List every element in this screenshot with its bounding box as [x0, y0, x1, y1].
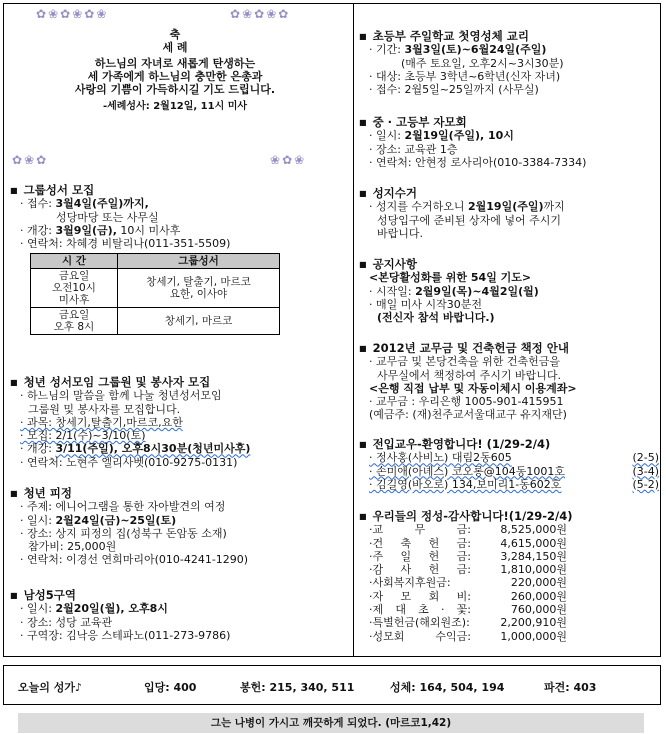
offering-label-part: 수익금:	[435, 629, 471, 643]
welcome-person	[359, 465, 659, 478]
palm-collection-section	[359, 187, 659, 240]
welcome-person-area: (2-5)	[632, 451, 659, 465]
first-communion-section	[359, 30, 659, 96]
welcome-person	[359, 451, 659, 464]
flower-ornament-bottom-left: ✿ ❀ ✿	[12, 153, 47, 167]
hymn-entrance: 입당: 400	[144, 681, 197, 694]
row2-time-1: 금요일	[58, 309, 90, 322]
offering-label	[369, 576, 471, 589]
scripture-verse: 그는 나병이 가시고 깨끗하게 되었다. (마르코1,42)	[18, 713, 644, 733]
communion-line-1-label: · 기간:	[369, 43, 405, 57]
offering-row	[359, 603, 659, 616]
offering-row	[359, 550, 659, 563]
table-header-group: 그룹성서	[118, 254, 280, 269]
group-study-reg2: 성당마당 또는 사무실	[56, 210, 159, 224]
notice-title: ■ 공지사항	[359, 258, 659, 271]
offering-label-part: ·자	[369, 589, 384, 603]
men-line-2: · 장소: 성당 교육관	[20, 615, 113, 629]
group-study-title: ■ 그룹성서 모집	[10, 184, 345, 197]
youth-line-5: 3/11(주일), 오후8시30분(청년미사후)	[55, 442, 251, 456]
parents-line-3: · 연락처: 안현정 로사리아(010-3384-7334)	[369, 155, 587, 169]
men-line-1: 2월20일(월), 오후8시	[55, 602, 168, 616]
row2-time-2: 오후 8시	[53, 321, 95, 334]
offering-value: 220,000원	[510, 576, 567, 590]
retreat-line-1: · 주제: 에니어그램을 통한 자아발견의 여정	[20, 500, 226, 514]
offering-label-part: 무	[414, 523, 426, 537]
baptism-line-1: 하느님의 자녀로 새롭게 탄생하는	[94, 56, 256, 70]
offering-label-part: 일	[400, 549, 412, 563]
offering-row	[359, 630, 659, 643]
retreat-line-2-label: · 일시:	[20, 513, 56, 527]
retreat-line-2: 2월24일(금)~25일(토)	[55, 513, 177, 527]
hymn-offertory: 봉헌: 215, 340, 511	[240, 681, 355, 694]
offering-label-part: 축	[400, 536, 412, 550]
youth-retreat-title: ■ 청년 피정	[10, 487, 350, 500]
row1-time-2: 오전10시	[52, 282, 96, 295]
fund-section	[359, 342, 659, 422]
offering-label-part: ·성모회	[369, 629, 405, 643]
welcome-person-area: (5-2)	[632, 477, 659, 491]
table-header-time: 시 간	[31, 254, 118, 269]
offering-value: 1,810,000원	[500, 563, 567, 577]
men-line-1-label: · 일시:	[20, 602, 56, 616]
group-study-reg1: 3월4일(주일)까지,	[55, 197, 149, 211]
notice-line-3: · 매일 미사 시작30분전	[369, 297, 482, 311]
offering-label-part: ·교	[369, 523, 384, 537]
table-row	[31, 308, 280, 335]
offering-label-part: 초	[418, 603, 429, 617]
mens-district-section	[10, 589, 350, 642]
notice-line-4: (전신자 참석 바랍니다.)	[377, 311, 495, 325]
offering-label-part: ·특별헌금(해외원조):	[369, 616, 470, 630]
parents-title: ■ 중 · 고등부 자모회	[359, 116, 659, 129]
offering-label-part: 금:	[456, 549, 471, 563]
offering-label-part: 꽃:	[456, 603, 471, 617]
fund-line-3: <은행 직접 납부 및 자동이체시 이용계좌>	[369, 381, 577, 395]
offering-label-part: ·주	[369, 549, 384, 563]
offering-label-part: 헌	[428, 549, 440, 563]
communion-line-2: (매주 토요일, 오후2시~3시30분)	[401, 56, 564, 70]
fund-line-4: · 교무금 : 우리은행 1005-901-415951	[369, 395, 564, 409]
group-study-open-rest: 10시 미사후	[116, 223, 181, 237]
baptism-title-2: 세 례	[162, 41, 188, 55]
retreat-line-3: · 장소: 상지 피정의 집(성북구 돈암동 소재)	[20, 526, 227, 540]
communion-line-3: · 대상: 초등부 3학년~6학년(신자 자녀)	[369, 69, 561, 83]
baptism-mass: -세례성사: 2월12일, 11시 미사	[102, 101, 248, 113]
youth-line-1: · 하느님의 말씀을 함께 나눌 청년성서모임	[20, 389, 222, 403]
welcome-section	[359, 438, 659, 491]
palm-collection-title: ■ 성지수거	[359, 187, 659, 200]
offering-row	[359, 616, 659, 629]
flower-ornament-top-left: ✿ ❀ ✿ ❀ ✿ ❀	[36, 7, 107, 21]
notice-line-2: 2월9일(목)~4월2일(월)	[415, 284, 539, 298]
men-line-3: · 구역장: 김낙응 스테파노(011-273-9786)	[20, 628, 231, 642]
offering-section	[359, 510, 659, 643]
hymn-label: 오늘의 성가♪	[18, 681, 82, 694]
youth-study-section	[10, 376, 350, 469]
retreat-line-5: · 연락처: 이경선 연희마리아(010-4241-1290)	[20, 553, 249, 567]
offering-value: 2,200,910원	[500, 616, 567, 630]
offering-row	[359, 537, 659, 550]
youth-study-title: ■ 청년 성서모임 그룹원 및 봉사자 모집	[10, 376, 350, 389]
welcome-person-name: · 김길영(바오로) 134,보미리1-동602호	[369, 477, 562, 491]
group-study-contact: · 연락처: 차혜경 비탈리나(011-351-5509)	[20, 237, 231, 251]
flower-ornament-bottom-right: ❀ ✿ ❀	[270, 153, 305, 167]
offering-label	[369, 603, 471, 616]
table-row	[31, 269, 280, 308]
group-study-open-date: 3월9일(금),	[55, 223, 117, 237]
parents-section	[359, 116, 659, 169]
offering-label	[369, 550, 471, 563]
baptism-announcement	[10, 28, 340, 114]
hymn-dismissal: 파견: 403	[544, 681, 597, 694]
offering-value: 1,000,000원	[500, 629, 567, 643]
offering-label-part: ·건	[369, 536, 384, 550]
offering-label-part: 금:	[456, 536, 471, 550]
offering-row	[359, 563, 659, 576]
first-communion-title: ■ 초등부 주일학교 첫영성체 교리	[359, 30, 659, 43]
offering-label	[369, 537, 471, 550]
notice-line-2-label: · 시작일:	[369, 284, 416, 298]
palm-line-1c: 까지	[543, 200, 565, 214]
offering-value: 3,284,150원	[500, 549, 567, 563]
offering-label-part: 회	[428, 589, 440, 603]
offering-label-part: 대	[395, 603, 406, 617]
row1-group-2: 요한, 이사야	[169, 288, 228, 301]
palm-line-2: 성당입구에 준비된 상자에 넣어 주시기	[377, 213, 562, 227]
offering-label-part: 헌	[428, 536, 440, 550]
offering-value: 260,000원	[510, 589, 567, 603]
group-study-table	[30, 253, 280, 335]
offering-row	[359, 523, 659, 536]
fund-line-2: 사무실에서 책정하여 주시기 바랍니다.	[377, 368, 562, 382]
youth-line-3: · 과목: 창세기,탈출기,마르코,요한	[20, 415, 183, 429]
column-divider	[353, 4, 354, 656]
youth-line-5-label: · 개강:	[20, 442, 56, 456]
bulletin-frame	[3, 3, 661, 657]
welcome-person-name: · 손미애(아녜스) 코오롱@104동1001호	[369, 464, 565, 478]
offering-row	[359, 590, 659, 603]
hymn-communion: 성체: 164, 504, 194	[390, 681, 505, 694]
row1-group-1: 창세기, 탈출기, 마르코	[146, 276, 251, 289]
parents-line-1-label: · 일시:	[369, 129, 405, 143]
mens-district-title: ■ 남성5구역	[10, 589, 350, 602]
welcome-person	[359, 478, 659, 491]
welcome-person-name: · 정사홍(사비노) 대림2동605	[369, 451, 512, 465]
row2-group: 창세기, 마르코	[118, 308, 280, 335]
palm-line-3: 바랍니다.	[377, 226, 424, 240]
group-study-section	[10, 184, 345, 335]
communion-line-4: · 접수: 2월5일~25일까지 (사무실)	[369, 83, 539, 97]
offering-label	[369, 523, 471, 536]
fund-line-1: · 교무금 및 본당건축을 위한 건축헌금을	[369, 355, 560, 369]
offering-label-part: ·사회복지후원금:	[369, 576, 451, 590]
fund-line-5: (예금주: (재)천주교서울대교구 유지재단)	[369, 408, 567, 422]
offering-label-part: ·감	[369, 563, 384, 577]
communion-line-1: 3월3일(토)~6월24일(주일)	[404, 43, 547, 57]
offering-row	[359, 576, 659, 589]
baptism-title-1: 축	[169, 28, 181, 41]
flower-ornament-top-right: ✿ ❀ ✿ ❀ ✿	[230, 7, 289, 21]
offering-value: 760,000원	[510, 603, 567, 617]
parents-line-2: · 장소: 교육관 1층	[369, 142, 458, 156]
offering-label	[369, 563, 471, 576]
welcome-title: ■ 전입교우-환영합니다! (1/29-2/4)	[359, 438, 659, 451]
offering-label-part: 사	[400, 563, 412, 577]
offering-label-part: ·제	[369, 603, 384, 617]
offering-label-part: 금:	[456, 523, 471, 537]
parents-line-1: 2월19일(주일), 10시	[404, 129, 514, 143]
offering-label-part: 비:	[456, 589, 471, 603]
offering-label-part: 모	[400, 589, 412, 603]
youth-retreat-section	[10, 487, 350, 567]
offering-label	[369, 630, 471, 643]
youth-line-6: · 연락처: 노현주 엘리사벳(010-9275-0131)	[20, 455, 238, 469]
offering-title: ■ 우리들의 정성-감사합니다!(1/29-2/4)	[359, 510, 659, 523]
row1-time-1: 금요일	[58, 270, 90, 283]
offering-value: 4,615,000원	[500, 536, 567, 550]
fund-title: ■ 2012년 교무금 및 건축헌금 책정 안내	[359, 342, 659, 355]
offering-label-part: 헌	[428, 563, 440, 577]
baptism-line-3: 사랑의 기쁨이 가득하시길 기도 드립니다.	[74, 83, 276, 97]
row1-time-3: 미사후	[58, 294, 90, 307]
offering-value: 8,525,000원	[500, 523, 567, 537]
baptism-line-2: 세 가족에게 하느님의 충만한 은총과	[87, 69, 263, 83]
offering-list	[359, 523, 659, 643]
palm-line-1a: · 성지를 수거하오니	[369, 200, 468, 214]
group-study-open-label: · 개강:	[20, 223, 52, 237]
notice-line-1: <본당활성화를 위한 54일 기도>	[369, 271, 532, 285]
welcome-person-area: (3-4)	[632, 464, 659, 478]
retreat-line-4: 참가비: 25,000원	[28, 540, 117, 554]
notice-section	[359, 258, 659, 324]
palm-line-1b: 2월19일(주일)	[468, 200, 544, 214]
youth-line-4: · 모집: 2/1(수)~3/10(토)	[20, 429, 146, 443]
youth-line-2: 그룹원 및 봉사자를 모집합니다.	[28, 402, 181, 416]
offering-label-part: 금:	[456, 563, 471, 577]
offering-label	[369, 616, 471, 629]
group-study-reg-label: · 접수:	[20, 197, 52, 211]
offering-label-part: ·	[440, 603, 445, 617]
hymn-bar	[3, 665, 661, 705]
offering-label	[369, 590, 471, 603]
